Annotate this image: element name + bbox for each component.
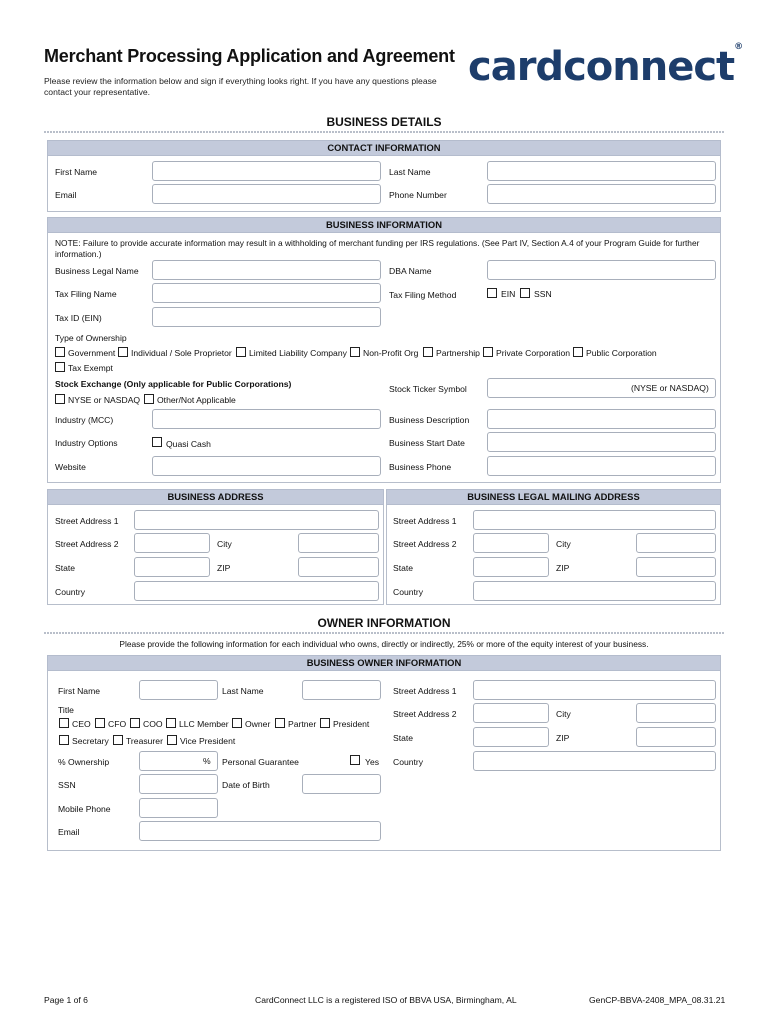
owner-street2-label: Street Address 2 bbox=[393, 709, 457, 719]
owner-city-field[interactable] bbox=[636, 703, 716, 723]
page-title: Merchant Processing Application and Agreement bbox=[44, 46, 455, 66]
tax-filing-name-field[interactable] bbox=[152, 283, 381, 303]
vice-president-label: Vice President bbox=[180, 736, 236, 746]
owner-zip-label: ZIP bbox=[556, 733, 570, 743]
mobile-phone-field[interactable] bbox=[139, 798, 218, 818]
partner-label: Partner bbox=[288, 719, 317, 729]
private-corp-label: Private Corporation bbox=[496, 348, 571, 358]
biz-street1-field[interactable] bbox=[134, 510, 379, 530]
industry-mcc-label: Industry (MCC) bbox=[55, 415, 114, 425]
nyse-label: NYSE or NASDAQ bbox=[68, 395, 141, 405]
owner-street2-field[interactable] bbox=[473, 703, 549, 723]
sole-proprietor-checkbox[interactable] bbox=[118, 347, 128, 357]
biz-city-label: City bbox=[217, 539, 232, 549]
phone-field[interactable] bbox=[487, 184, 716, 204]
mail-street1-field[interactable] bbox=[473, 510, 716, 530]
secretary-label: Secretary bbox=[72, 736, 109, 746]
owner-ssn-field[interactable] bbox=[139, 774, 218, 794]
percent-sign: % bbox=[203, 756, 211, 766]
owner-last-name-label: Last Name bbox=[222, 686, 264, 696]
dba-name-field[interactable] bbox=[487, 260, 716, 280]
personal-guarantee-label: Personal Guarantee bbox=[222, 757, 299, 767]
industry-mcc-field[interactable] bbox=[152, 409, 381, 429]
business-description-field[interactable] bbox=[487, 409, 716, 429]
treasurer-label: Treasurer bbox=[126, 736, 163, 746]
quasi-cash-checkbox[interactable] bbox=[152, 437, 162, 447]
biz-country-field[interactable] bbox=[134, 581, 379, 601]
mail-country-field[interactable] bbox=[473, 581, 716, 601]
other-exchange-label: Other/Not Applicable bbox=[157, 395, 236, 405]
private-corp-checkbox[interactable] bbox=[483, 347, 493, 357]
owner-email-label: Email bbox=[58, 827, 80, 837]
ownership-type-label: Type of Ownership bbox=[55, 333, 127, 343]
llc-label: Limited Liability Company bbox=[249, 348, 347, 358]
president-label: President bbox=[333, 719, 370, 729]
mail-street2-label: Street Address 2 bbox=[393, 539, 457, 549]
ownership-pct-label: % Ownership bbox=[58, 757, 110, 767]
irs-note: NOTE: Failure to provide accurate information may result in a withholding of merchant funding per IRS regulations. (See Part IV, Section A.4 of your Program Guide for further information.) bbox=[55, 238, 700, 259]
other-exchange-checkbox[interactable] bbox=[144, 394, 154, 404]
mail-street1-label: Street Address 1 bbox=[393, 516, 457, 526]
owner-country-field[interactable] bbox=[473, 751, 716, 771]
biz-city-field[interactable] bbox=[298, 533, 379, 553]
partner-checkbox[interactable] bbox=[275, 718, 285, 728]
mobile-phone-label: Mobile Phone bbox=[58, 804, 111, 814]
llc-member-checkbox[interactable] bbox=[166, 718, 176, 728]
biz-zip-field[interactable] bbox=[298, 557, 379, 577]
legal-name-field[interactable] bbox=[152, 260, 381, 280]
mail-state-field[interactable] bbox=[473, 557, 549, 577]
stock-exchange-label: Stock Exchange (Only applicable for Public Corporations) bbox=[55, 379, 292, 389]
dob-label: Date of Birth bbox=[222, 780, 270, 790]
owner-first-name-label: First Name bbox=[58, 686, 101, 696]
mailing-address-bar: BUSINESS LEGAL MAILING ADDRESS bbox=[386, 489, 721, 505]
cardconnect-logo: cardconnect® bbox=[468, 42, 743, 90]
sole-proprietor-label: Individual / Sole Proprietor bbox=[131, 348, 232, 358]
email-label: Email bbox=[55, 190, 77, 200]
business-start-field[interactable] bbox=[487, 432, 716, 452]
business-phone-label: Business Phone bbox=[389, 462, 452, 472]
non-profit-checkbox[interactable] bbox=[350, 347, 360, 357]
owner-country-label: Country bbox=[393, 757, 424, 767]
non-profit-label: Non-Profit Org bbox=[363, 348, 419, 358]
section-divider bbox=[44, 131, 724, 133]
first-name-field[interactable] bbox=[152, 161, 381, 181]
website-label: Website bbox=[55, 462, 86, 472]
owner-first-name-field[interactable] bbox=[139, 680, 218, 700]
business-description-label: Business Description bbox=[389, 415, 470, 425]
public-corp-label: Public Corporation bbox=[586, 348, 657, 358]
public-corp-checkbox[interactable] bbox=[573, 347, 583, 357]
tax-filing-name-label: Tax Filing Name bbox=[55, 289, 117, 299]
llc-checkbox[interactable] bbox=[236, 347, 246, 357]
ticker-hint: (NYSE or NASDAQ) bbox=[631, 383, 709, 393]
ticker-label: Stock Ticker Symbol bbox=[389, 384, 467, 394]
partnership-label: Partnership bbox=[436, 348, 480, 358]
business-details-heading: BUSINESS DETAILS bbox=[326, 115, 442, 129]
ceo-label: CEO bbox=[72, 719, 91, 729]
mail-country-label: Country bbox=[393, 587, 424, 597]
website-field[interactable] bbox=[152, 456, 381, 476]
biz-state-field[interactable] bbox=[134, 557, 210, 577]
biz-street2-field[interactable] bbox=[134, 533, 210, 553]
secretary-checkbox[interactable] bbox=[59, 735, 69, 745]
owner-last-name-field[interactable] bbox=[302, 680, 381, 700]
coo-label: COO bbox=[143, 719, 163, 729]
business-info-bar: BUSINESS INFORMATION bbox=[47, 217, 721, 233]
mail-city-label: City bbox=[556, 539, 571, 549]
intro-text: Please review the information below and sign if everything looks right. If you have any questions please contact your representative. bbox=[44, 76, 437, 97]
iso-statement: CardConnect LLC is a registered ISO of BBVA USA, Birmingham, AL bbox=[255, 995, 517, 1005]
mail-city-field[interactable] bbox=[636, 533, 716, 553]
biz-street1-label: Street Address 1 bbox=[55, 516, 119, 526]
tax-exempt-checkbox[interactable] bbox=[55, 362, 65, 372]
ceo-checkbox[interactable] bbox=[59, 718, 69, 728]
partnership-checkbox[interactable] bbox=[423, 347, 433, 357]
phone-label: Phone Number bbox=[389, 190, 447, 200]
first-name-label: First Name bbox=[55, 167, 98, 177]
owner-street1-label: Street Address 1 bbox=[393, 686, 457, 696]
owner-info-bar: BUSINESS OWNER INFORMATION bbox=[47, 655, 721, 671]
tax-id-label: Tax ID (EIN) bbox=[55, 313, 102, 323]
mail-zip-label: ZIP bbox=[556, 563, 570, 573]
dba-name-label: DBA Name bbox=[389, 266, 432, 276]
nyse-checkbox[interactable] bbox=[55, 394, 65, 404]
owner-city-label: City bbox=[556, 709, 571, 719]
ssn-checkbox[interactable] bbox=[520, 288, 530, 298]
owner-info-heading: OWNER INFORMATION bbox=[317, 616, 451, 630]
mail-state-label: State bbox=[393, 563, 414, 573]
mail-zip-field[interactable] bbox=[636, 557, 716, 577]
ein-checkbox[interactable] bbox=[487, 288, 497, 298]
email-field[interactable] bbox=[152, 184, 381, 204]
business-address-bar: BUSINESS ADDRESS bbox=[47, 489, 384, 505]
cfo-label: CFO bbox=[108, 719, 127, 729]
owner-ssn-label: SSN bbox=[58, 780, 76, 790]
ssn-label: SSN bbox=[534, 289, 552, 299]
biz-zip-label: ZIP bbox=[217, 563, 231, 573]
contact-info-bar: CONTACT INFORMATION bbox=[47, 140, 721, 156]
government-checkbox[interactable] bbox=[55, 347, 65, 357]
owner-state-label: State bbox=[393, 733, 414, 743]
tax-id-field[interactable] bbox=[152, 307, 381, 327]
mail-street2-field[interactable] bbox=[473, 533, 549, 553]
biz-country-label: Country bbox=[55, 587, 86, 597]
industry-options-label: Industry Options bbox=[55, 438, 118, 448]
form-code: GenCP-BBVA-2408_MPA_08.31.21 bbox=[589, 995, 726, 1005]
last-name-field[interactable] bbox=[487, 161, 716, 181]
guarantee-yes-checkbox[interactable] bbox=[350, 755, 360, 765]
business-start-label: Business Start Date bbox=[389, 438, 465, 448]
quasi-cash-label: Quasi Cash bbox=[166, 439, 211, 449]
biz-state-label: State bbox=[55, 563, 76, 573]
owner-title-label-text: Owner bbox=[245, 719, 271, 729]
legal-name-label: Business Legal Name bbox=[55, 266, 139, 276]
coo-checkbox[interactable] bbox=[130, 718, 140, 728]
section-divider bbox=[44, 632, 724, 634]
ein-label: EIN bbox=[501, 289, 516, 299]
biz-street2-label: Street Address 2 bbox=[55, 539, 119, 549]
owner-checkbox[interactable] bbox=[232, 718, 242, 728]
owner-zip-field[interactable] bbox=[636, 727, 716, 747]
tax-filing-method-label: Tax Filing Method bbox=[389, 290, 457, 300]
owner-street1-field[interactable] bbox=[473, 680, 716, 700]
guarantee-yes-label: Yes bbox=[365, 757, 380, 767]
llc-member-label: LLC Member bbox=[179, 719, 229, 729]
president-checkbox[interactable] bbox=[320, 718, 330, 728]
business-phone-field[interactable] bbox=[487, 456, 716, 476]
tax-exempt-label: Tax Exempt bbox=[68, 363, 113, 373]
vice-president-checkbox[interactable] bbox=[167, 735, 177, 745]
treasurer-checkbox[interactable] bbox=[113, 735, 123, 745]
last-name-label: Last Name bbox=[389, 167, 431, 177]
owner-email-field[interactable] bbox=[139, 821, 381, 841]
owner-state-field[interactable] bbox=[473, 727, 549, 747]
owner-title-label: Title bbox=[58, 705, 74, 715]
page-number: Page 1 of 6 bbox=[44, 995, 88, 1005]
government-label: Government bbox=[68, 348, 116, 358]
cfo-checkbox[interactable] bbox=[95, 718, 105, 728]
owner-instruction: Please provide the following information for each individual who owns, directly or indirectly, 25% or more of the equity interest of your business. bbox=[119, 639, 649, 649]
dob-field[interactable] bbox=[302, 774, 381, 794]
